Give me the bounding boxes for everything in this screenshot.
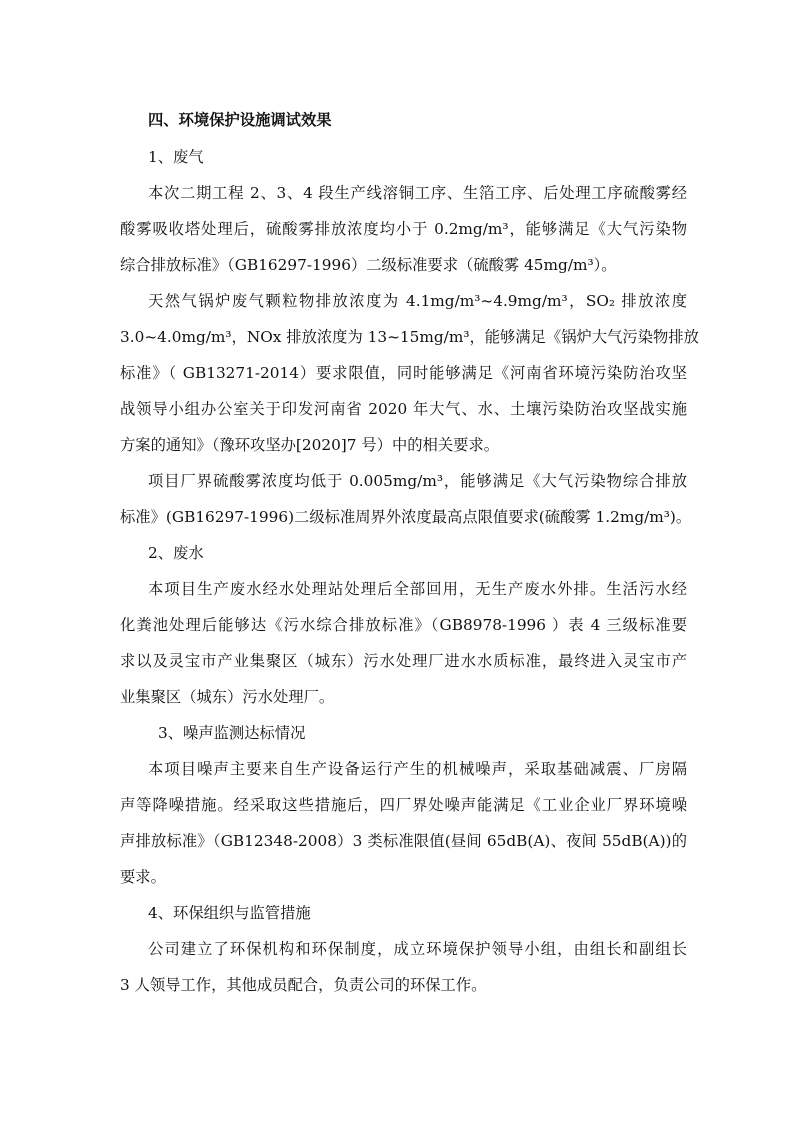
heading-waste-gas: 1、废气 [148, 148, 204, 166]
paragraph-line: 项目厂界硫酸雾浓度均低于 0.005mg/m³，能够满足《大气污染物综合排放 [148, 472, 687, 490]
paragraph-line: 3.0~4.0mg/m³，NOx 排放浓度为 13~15mg/m³，能够满足《锅炉大气污染物排放 [120, 328, 699, 346]
paragraph-line: 综合排放标准》（GB16297-1996）二级标准要求（硫酸雾 45mg/m³）。 [120, 256, 617, 274]
paragraph-line: 本项目生产废水经水处理站处理后全部回用，无生产废水外排。生活污水经 [148, 580, 687, 598]
paragraph-line: 天然气锅炉废气颗粒物排放浓度为 4.1mg/m³~4.9mg/m³，SO₂ 排放浓度 [148, 292, 687, 310]
paragraph-line: 声等降噪措施。经采取这些措施后，四厂界处噪声能满足《工业企业厂界环境噪 [120, 796, 687, 814]
paragraph-line: 要求。 [120, 868, 166, 886]
paragraph-line: 求以及灵宝市产业集聚区（城东）污水处理厂进水水质标准，最终进入灵宝市产 [120, 652, 687, 670]
paragraph-line: 本次二期工程 2、3、4 段生产线溶铜工序、生箔工序、后处理工序硫酸雾经 [148, 184, 687, 202]
paragraph-line: 公司建立了环保机构和环保制度，成立环境保护领导小组，由组长和副组长 [148, 940, 687, 958]
paragraph-line: 业集聚区（城东）污水处理厂。 [120, 688, 335, 706]
paragraph-line: 战领导小组办公室关于印发河南省 2020 年大气、水、土壤污染防治攻坚战实施 [120, 400, 687, 418]
paragraph-line: 化粪池处理后能够达《污水综合排放标准》（GB8978-1996 ）表 4 三级标准要 [120, 616, 687, 634]
heading-waste-water: 2、废水 [148, 544, 204, 562]
paragraph-line: 本项目噪声主要来自生产设备运行产生的机械噪声，采取基础减震、厂房隔 [148, 760, 687, 778]
paragraph-line: 声排放标准》（GB12348-2008）3 类标准限值(昼间 65dB(A)、夜间 55dB(A))的 [120, 832, 687, 850]
section-title: 四、环境保护设施调试效果 [148, 111, 332, 129]
paragraph-line: 标准》（ GB13271-2014）要求限值，同时能够满足《河南省环境污染防治攻坚 [120, 364, 687, 382]
paragraph-line: 3 人领导工作，其他成员配合，负责公司的环保工作。 [120, 976, 487, 994]
heading-noise: 3、噪声监测达标情况 [158, 724, 306, 742]
paragraph-line: 方案的通知》（豫环攻坚办[2020]7 号）中的相关要求。 [120, 436, 500, 454]
paragraph-line: 标准》(GB16297-1996)二级标准周界外浓度最高点限值要求(硫酸雾 1.2mg/m³)。 [120, 508, 692, 526]
heading-environmental-organization: 4、环保组织与监管措施 [148, 904, 311, 922]
paragraph-line: 酸雾吸收塔处理后，硫酸雾排放浓度均小于 0.2mg/m³，能够满足《大气污染物 [120, 220, 687, 238]
